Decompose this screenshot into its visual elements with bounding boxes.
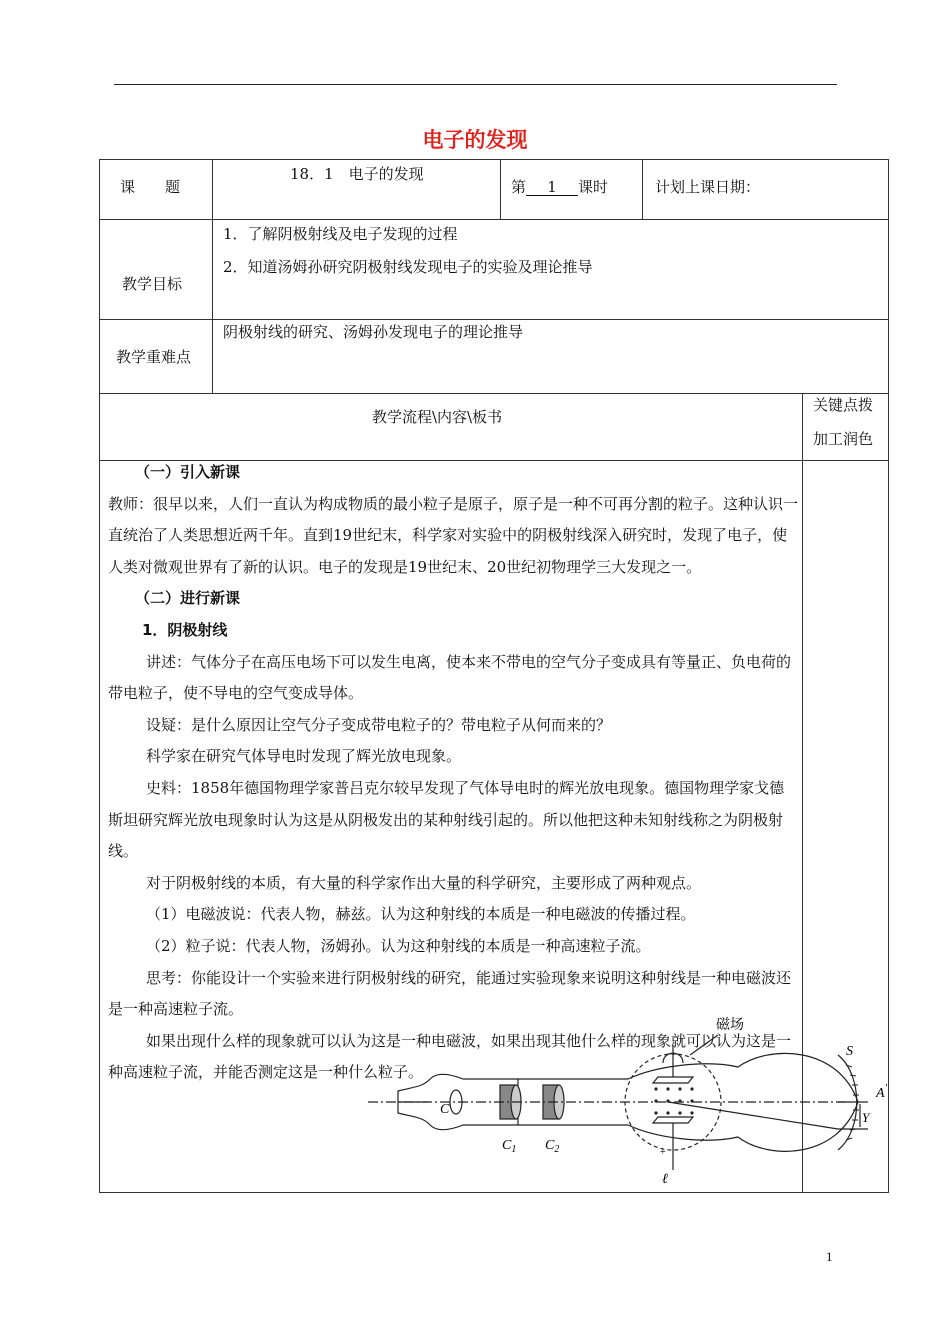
anode-1-letter: C [502, 1138, 512, 1153]
paragraph: 科学家在研究气体导电时发现了辉光放电现象。 [146, 747, 462, 766]
paragraph: （1）电磁波说：代表人物，赫兹。认为这种射线的本质是一种电磁波的传播过程。 [146, 905, 696, 924]
page-title: 电子的发现 [422, 128, 528, 152]
paragraph: 讲述：气体分子在高压电场下可以发生电离，使本来不带电的空气分子变成具有等量正、负电荷的带电粒子，使不导电的空气变成导体。 [108, 652, 792, 703]
paragraph: 思考：你能设计一个实验来进行阴极射线的研究，能通过实验现象来说明这种射线是一种电磁波还是一种高速粒子流。 [108, 968, 792, 1019]
key-points-label: 教学重难点 [116, 348, 192, 366]
col-divider [500, 159, 501, 219]
point-a-label [875, 1082, 888, 1101]
anode-2-letter: C [545, 1138, 555, 1153]
magnet-label: 磁场 [716, 1017, 744, 1033]
point-a-letter: A [876, 1086, 885, 1101]
row-divider [99, 393, 889, 394]
point-a-prime: ′ [884, 1082, 887, 1094]
flow-header: 教学流程\内容\板书 [372, 408, 503, 426]
paragraph: 设疑：是什么原因让空气分子变成带电粒子的？带电粒子从何而来的？ [146, 715, 612, 734]
paragraph: 史料：1858年德国物理学家普吕克尔较早发现了气体导电时的辉光放电现象。德国物理学家戈德斯坦研究辉光放电现象时认为这是从阴极发出的某种射线引起的。所以他把这种未知射线称之为阴极射线。 [108, 778, 785, 861]
key-points-content: 阴极射线的研究、汤姆孙发现电子的理论推导 [223, 323, 524, 341]
anode-2-subscript: 2 [554, 1144, 560, 1155]
header-rule [114, 84, 837, 85]
screen-label: S [846, 1044, 853, 1059]
section-heading: 1．阴极射线 [142, 620, 228, 639]
topic-label: 课 题 [120, 178, 181, 196]
side-notes-header-1: 关键点拨 [813, 396, 874, 414]
lesson-count [511, 177, 608, 197]
objective-item: 2．知道汤姆孙研究阴极射线发现电子的实验及理论推导 [223, 258, 593, 276]
paragraph: 对于阴极射线的本质，有大量的科学家作出大量的科学研究，主要形成了两种观点。 [146, 873, 702, 892]
cathode-ray-tube-figure [368, 1005, 898, 1190]
paragraph: 如果出现什么样的现象就可以认为这是一种电磁波，如果出现其他什么样的现象就可以认为这是一种高速粒子流，并能否测定这是一种什么粒子。 [108, 1031, 792, 1082]
cathode-label: C [440, 1102, 450, 1117]
topic-value: 18．1 电子的发现 [290, 165, 424, 183]
row-divider [99, 219, 889, 220]
row-divider [99, 319, 889, 320]
anode-2-label [545, 1138, 559, 1155]
objectives-label: 教学目标 [122, 275, 183, 293]
section-heading: （二）进行新课 [135, 589, 241, 608]
paragraph: 教师：很早以来，人们一直认为构成物质的最小粒子是原子，原子是一种不可再分割的粒子。这种认识一直统治了人类思想近两千年。直到19世纪末，科学家对实验中的阴极射线深入研究时，发现了电子，使人类对微观世界有了新的认识。电子的发现是19世纪末、20世纪初物理学三大发现之一。 [108, 494, 799, 576]
anode-1-subscript: 1 [511, 1144, 517, 1155]
page-number: 1 [826, 1249, 833, 1264]
lesson-body [108, 457, 798, 1089]
lead-label: ℓ [662, 1172, 668, 1187]
section-heading: （一）引入新课 [135, 463, 241, 481]
objective-item: 1．了解阴极射线及电子发现的过程 [223, 225, 458, 243]
lesson-suffix: 课时 [578, 178, 609, 196]
col-divider [642, 159, 643, 219]
plan-date-label: 计划上课日期： [655, 178, 761, 196]
field-dots [654, 1087, 693, 1114]
col-divider [212, 159, 213, 393]
deflection-y-label: Y [862, 1110, 870, 1125]
lesson-number: 1 [526, 179, 578, 196]
lesson-prefix: 第 [511, 178, 527, 196]
side-notes-header-2: 加工润色 [813, 430, 874, 448]
plus-sign: + [660, 1147, 666, 1158]
anode-1-label [502, 1138, 516, 1155]
paragraph: （2）粒子说：代表人物，汤姆孙。认为这种射线的本质是一种高速粒子流。 [146, 936, 651, 955]
